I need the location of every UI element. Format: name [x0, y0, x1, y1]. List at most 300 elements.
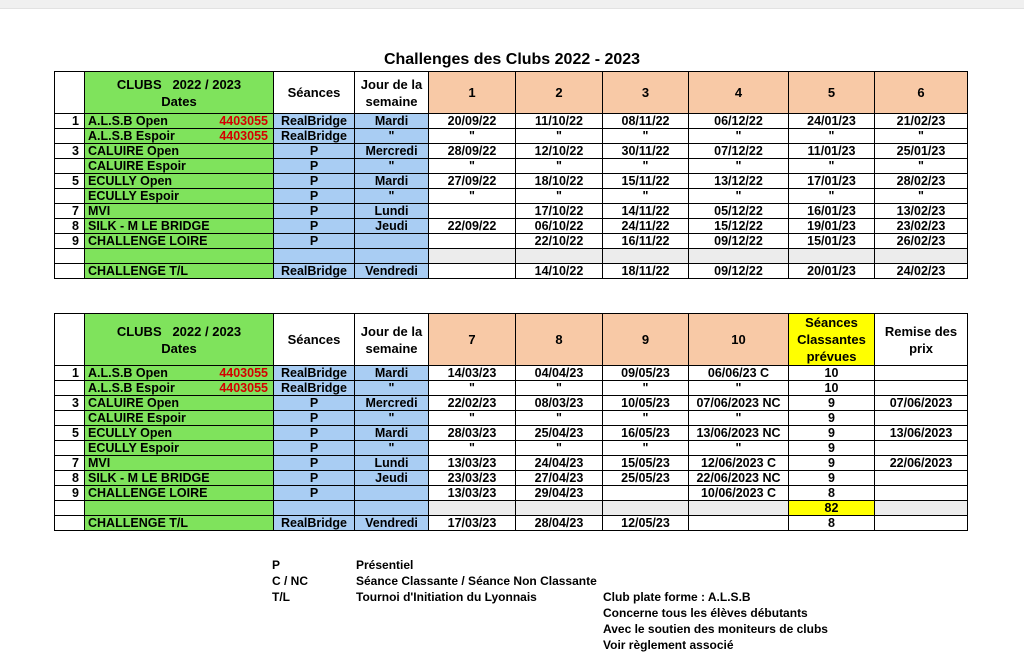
table-row	[55, 441, 968, 456]
table-row	[55, 396, 968, 411]
session-date: "	[516, 441, 603, 456]
cell	[429, 501, 516, 516]
session-date: 05/12/22	[689, 204, 789, 219]
cell	[274, 501, 355, 516]
session-date: 22/06/2023 NC	[689, 471, 789, 486]
cell	[875, 249, 968, 264]
club-name	[85, 516, 274, 531]
weekday: "	[355, 441, 429, 456]
club-name	[85, 129, 274, 144]
header-jour: Jour de la semaine	[355, 314, 429, 366]
cell	[689, 249, 789, 264]
header-clubs-label: CLUBS 2022 / 2023	[116, 323, 242, 339]
row-number: 1	[55, 114, 85, 129]
club-label: ECULLY Espoir	[88, 441, 179, 455]
cell	[85, 249, 274, 264]
club-name	[85, 219, 274, 234]
header-dates-label: Dates	[161, 340, 197, 356]
row-number: 5	[55, 174, 85, 189]
row-number: 8	[55, 471, 85, 486]
club-label: A.L.S.B Open	[88, 366, 168, 380]
classantes-count: 9	[789, 471, 875, 486]
session-date: 28/03/23	[429, 426, 516, 441]
session-date: 12/05/23	[603, 516, 689, 531]
row-number: 9	[55, 234, 85, 249]
weekday: Lundi	[355, 204, 429, 219]
table-row	[55, 486, 968, 501]
club-label: CALUIRE Espoir	[88, 411, 186, 425]
header-dates-label: Dates	[161, 93, 197, 109]
challenge-row	[55, 516, 968, 531]
session-date: 13/06/2023 NC	[689, 426, 789, 441]
session-date: "	[429, 441, 516, 456]
session-date: "	[603, 411, 689, 426]
club-name	[85, 486, 274, 501]
legend-notes	[603, 589, 828, 653]
session-date	[429, 264, 516, 279]
session-date: 12/06/2023 C	[689, 456, 789, 471]
row-number	[55, 381, 85, 396]
weekday: "	[355, 381, 429, 396]
row-number: 5	[55, 426, 85, 441]
row-number	[55, 516, 85, 531]
session-date: "	[875, 129, 968, 144]
legend-value: Présentiel	[356, 558, 414, 572]
session-date: 16/05/23	[603, 426, 689, 441]
seance-type: P	[274, 144, 355, 159]
header-clubs	[85, 72, 274, 114]
weekday: "	[355, 189, 429, 204]
row-number: 9	[55, 486, 85, 501]
remise-date	[875, 366, 968, 381]
seance-type: P	[274, 189, 355, 204]
session-date: 06/12/22	[689, 114, 789, 129]
classantes-total: 82	[789, 501, 875, 516]
seance-type: RealBridge	[274, 129, 355, 144]
club-name	[85, 204, 274, 219]
session-date: "	[603, 159, 689, 174]
session-date: 25/01/23	[875, 144, 968, 159]
cell	[875, 501, 968, 516]
session-date	[429, 234, 516, 249]
classantes-count: 9	[789, 411, 875, 426]
cell	[603, 501, 689, 516]
seance-type: RealBridge	[274, 264, 355, 279]
session-date: 27/09/22	[429, 174, 516, 189]
weekday: Mardi	[355, 366, 429, 381]
session-date: "	[429, 159, 516, 174]
session-date: 24/02/23	[875, 264, 968, 279]
session-date: "	[789, 129, 875, 144]
club-label: CALUIRE Espoir	[88, 159, 186, 173]
cell	[429, 249, 516, 264]
club-name	[85, 234, 274, 249]
header-session-7: 7	[429, 314, 516, 366]
session-date: "	[689, 129, 789, 144]
row-number	[55, 159, 85, 174]
seance-type: P	[274, 219, 355, 234]
table-row	[55, 366, 968, 381]
session-date: 10/05/23	[603, 396, 689, 411]
cell	[689, 501, 789, 516]
session-date: 27/04/23	[516, 471, 603, 486]
session-date: "	[789, 159, 875, 174]
club-label: ECULLY Open	[88, 426, 173, 440]
seance-type: P	[274, 471, 355, 486]
session-date: "	[516, 159, 603, 174]
session-date: 17/01/23	[789, 174, 875, 189]
cell	[85, 501, 274, 516]
remise-date: 13/06/2023	[875, 426, 968, 441]
header-session-6: 6	[875, 72, 968, 114]
session-date: 13/03/23	[429, 456, 516, 471]
seance-type: P	[274, 441, 355, 456]
legend-key: T/L	[272, 590, 290, 604]
club-code: 4403055	[219, 381, 268, 395]
club-name	[85, 114, 274, 129]
row-number: 7	[55, 204, 85, 219]
club-name	[85, 411, 274, 426]
schedule-table-2	[54, 313, 968, 531]
club-name	[85, 441, 274, 456]
session-date: "	[516, 411, 603, 426]
remise-date	[875, 441, 968, 456]
session-date: 24/04/23	[516, 456, 603, 471]
session-date: 17/10/22	[516, 204, 603, 219]
session-date: 20/09/22	[429, 114, 516, 129]
row-number	[55, 264, 85, 279]
header-session-2: 2	[516, 72, 603, 114]
row-number: 1	[55, 366, 85, 381]
club-name	[85, 159, 274, 174]
legend-note: Voir règlement associé	[603, 638, 734, 652]
classantes-count: 9	[789, 426, 875, 441]
weekday: Mardi	[355, 426, 429, 441]
session-date: 07/12/22	[689, 144, 789, 159]
session-date: 13/03/23	[429, 486, 516, 501]
club-name	[85, 381, 274, 396]
session-date: "	[875, 189, 968, 204]
weekday: Mercredi	[355, 144, 429, 159]
club-label: MVI	[88, 204, 111, 218]
session-date: 16/01/23	[789, 204, 875, 219]
table-row	[55, 471, 968, 486]
header-blank	[55, 72, 85, 114]
session-date: "	[789, 189, 875, 204]
session-date: 06/06/23 C	[689, 366, 789, 381]
table-row	[55, 234, 968, 249]
table-row	[55, 219, 968, 234]
weekday	[355, 234, 429, 249]
session-date: 26/02/23	[875, 234, 968, 249]
club-name	[85, 264, 274, 279]
club-label: CHALLENGE LOIRE	[88, 486, 208, 500]
session-date: 18/10/22	[516, 174, 603, 189]
session-date: 18/11/22	[603, 264, 689, 279]
legend-value: Séance Classante / Séance Non Classante	[356, 574, 597, 588]
session-date: 25/05/23	[603, 471, 689, 486]
session-date	[689, 516, 789, 531]
table-row	[55, 411, 968, 426]
weekday: Jeudi	[355, 471, 429, 486]
session-date: "	[689, 441, 789, 456]
session-date: 28/09/22	[429, 144, 516, 159]
session-date: 07/06/2023 NC	[689, 396, 789, 411]
club-code: 4403055	[219, 129, 268, 143]
header-seances: Séances	[274, 72, 355, 114]
session-date: 23/03/23	[429, 471, 516, 486]
session-date: 10/06/2023 C	[689, 486, 789, 501]
club-label: SILK - M LE BRIDGE	[88, 471, 210, 485]
legend-note: Avec le soutien des moniteurs de clubs	[603, 622, 828, 636]
table-row	[55, 159, 968, 174]
club-name	[85, 396, 274, 411]
session-date: "	[689, 411, 789, 426]
seance-type: RealBridge	[274, 366, 355, 381]
table-row	[55, 144, 968, 159]
classantes-count: 9	[789, 396, 875, 411]
session-date: 28/02/23	[875, 174, 968, 189]
classantes-count: 8	[789, 486, 875, 501]
table-row	[55, 381, 968, 396]
weekday: Mardi	[355, 174, 429, 189]
session-date: 09/05/23	[603, 366, 689, 381]
session-date: 23/02/23	[875, 219, 968, 234]
club-label: CHALLENGE T/L	[88, 264, 188, 278]
schedule-table-1	[54, 71, 968, 279]
remise-date	[875, 486, 968, 501]
session-date: 13/12/22	[689, 174, 789, 189]
seance-type: P	[274, 234, 355, 249]
session-date: "	[516, 381, 603, 396]
session-date: "	[689, 381, 789, 396]
club-name	[85, 366, 274, 381]
club-label: CALUIRE Open	[88, 396, 179, 410]
session-date: "	[603, 441, 689, 456]
club-label: A.L.S.B Open	[88, 114, 168, 128]
legend-key: C / NC	[272, 574, 308, 588]
header-row	[55, 72, 968, 114]
club-code: 4403055	[219, 366, 268, 380]
session-date: "	[603, 381, 689, 396]
club-label: A.L.S.B Espoir	[88, 129, 175, 143]
session-date: "	[429, 129, 516, 144]
table-row	[55, 129, 968, 144]
session-date: "	[429, 381, 516, 396]
seance-type: P	[274, 426, 355, 441]
club-label: A.L.S.B Espoir	[88, 381, 175, 395]
club-name	[85, 174, 274, 189]
session-date: 20/01/23	[789, 264, 875, 279]
seance-type: P	[274, 411, 355, 426]
session-date: "	[429, 189, 516, 204]
row-number: 8	[55, 219, 85, 234]
weekday: "	[355, 159, 429, 174]
session-date: 24/01/23	[789, 114, 875, 129]
session-date: 17/03/23	[429, 516, 516, 531]
table-row	[55, 456, 968, 471]
row-number	[55, 129, 85, 144]
session-date: 08/03/23	[516, 396, 603, 411]
session-date: "	[516, 129, 603, 144]
legend-keys	[272, 557, 308, 605]
session-date: 16/11/22	[603, 234, 689, 249]
header-jour: Jour de la semaine	[355, 72, 429, 114]
session-date: "	[689, 189, 789, 204]
seance-type: P	[274, 174, 355, 189]
spacer-row	[55, 501, 968, 516]
weekday: Mercredi	[355, 396, 429, 411]
session-date: 14/11/22	[603, 204, 689, 219]
session-date: 15/11/22	[603, 174, 689, 189]
session-date: 19/01/23	[789, 219, 875, 234]
legend-values	[356, 557, 597, 605]
session-date: 06/10/22	[516, 219, 603, 234]
session-date	[429, 204, 516, 219]
session-date: 25/04/23	[516, 426, 603, 441]
session-date: 12/10/22	[516, 144, 603, 159]
header-session-9: 9	[603, 314, 689, 366]
remise-date	[875, 471, 968, 486]
session-date: "	[603, 189, 689, 204]
page-title: Challenges des Clubs 2022 - 2023	[383, 51, 641, 68]
header-seances: Séances	[274, 314, 355, 366]
legend-note: Concerne tous les élèves débutants	[603, 606, 808, 620]
session-date	[603, 486, 689, 501]
header-seances-classantes: Séances Classantes prévues	[789, 314, 875, 366]
session-date: 30/11/22	[603, 144, 689, 159]
remise-date	[875, 411, 968, 426]
weekday	[355, 486, 429, 501]
session-date: 09/12/22	[689, 264, 789, 279]
session-date: 11/01/23	[789, 144, 875, 159]
legend-key: P	[272, 558, 281, 572]
row-number	[55, 411, 85, 426]
challenge-row	[55, 264, 968, 279]
remise-date	[875, 381, 968, 396]
row-number: 3	[55, 144, 85, 159]
header-clubs	[85, 314, 274, 366]
club-label: CALUIRE Open	[88, 144, 179, 158]
weekday: "	[355, 129, 429, 144]
header-blank	[55, 314, 85, 366]
session-date: "	[516, 189, 603, 204]
classantes-count: 10	[789, 366, 875, 381]
cell	[355, 249, 429, 264]
cell	[516, 249, 603, 264]
club-name	[85, 189, 274, 204]
session-date: 15/12/22	[689, 219, 789, 234]
row-number	[55, 441, 85, 456]
remise-date: 07/06/2023	[875, 396, 968, 411]
session-date: "	[689, 159, 789, 174]
session-date: 24/11/22	[603, 219, 689, 234]
seance-type: RealBridge	[274, 114, 355, 129]
club-name	[85, 456, 274, 471]
cell	[516, 501, 603, 516]
weekday: Jeudi	[355, 219, 429, 234]
seance-type: P	[274, 486, 355, 501]
session-date: 29/04/23	[516, 486, 603, 501]
cell	[274, 249, 355, 264]
classantes-count: 10	[789, 381, 875, 396]
weekday: "	[355, 411, 429, 426]
remise-date	[875, 516, 968, 531]
session-date: "	[429, 411, 516, 426]
cell	[55, 501, 85, 516]
table-row	[55, 204, 968, 219]
table-row	[55, 189, 968, 204]
session-date: 22/10/22	[516, 234, 603, 249]
session-date: "	[875, 159, 968, 174]
session-date: 09/12/22	[689, 234, 789, 249]
session-date: "	[603, 129, 689, 144]
legend-note: Club plate forme : A.L.S.B	[603, 590, 751, 604]
seance-type: P	[274, 396, 355, 411]
seance-type: P	[274, 159, 355, 174]
row-number	[55, 189, 85, 204]
cell	[55, 249, 85, 264]
weekday: Vendredi	[355, 516, 429, 531]
header-row	[55, 314, 968, 366]
cell	[355, 501, 429, 516]
header-session-1: 1	[429, 72, 516, 114]
session-date: 28/04/23	[516, 516, 603, 531]
spacer-row	[55, 249, 968, 264]
club-label: ECULLY Open	[88, 174, 173, 188]
session-date: 14/10/22	[516, 264, 603, 279]
session-date: 22/09/22	[429, 219, 516, 234]
classantes-count: 9	[789, 456, 875, 471]
header-session-5: 5	[789, 72, 875, 114]
cell	[789, 249, 875, 264]
session-date: 15/01/23	[789, 234, 875, 249]
remise-date: 22/06/2023	[875, 456, 968, 471]
classantes-count: 9	[789, 441, 875, 456]
session-date: 22/02/23	[429, 396, 516, 411]
cell	[603, 249, 689, 264]
session-date: 14/03/23	[429, 366, 516, 381]
table-row	[55, 174, 968, 189]
header-remise: Remise des prix	[875, 314, 968, 366]
seance-type: RealBridge	[274, 516, 355, 531]
weekday: Lundi	[355, 456, 429, 471]
row-number: 3	[55, 396, 85, 411]
club-label: CHALLENGE T/L	[88, 516, 188, 530]
classantes-count: 8	[789, 516, 875, 531]
top-bar	[0, 0, 1024, 9]
table-row	[55, 426, 968, 441]
club-label: SILK - M LE BRIDGE	[88, 219, 210, 233]
header-clubs-label: CLUBS 2022 / 2023	[116, 76, 242, 92]
club-name	[85, 471, 274, 486]
session-date: 13/02/23	[875, 204, 968, 219]
session-date: 21/02/23	[875, 114, 968, 129]
club-label: ECULLY Espoir	[88, 189, 179, 203]
club-name	[85, 426, 274, 441]
header-session-3: 3	[603, 72, 689, 114]
seance-type: P	[274, 456, 355, 471]
club-label: CHALLENGE LOIRE	[88, 234, 208, 248]
session-date: 08/11/22	[603, 114, 689, 129]
header-session-8: 8	[516, 314, 603, 366]
table-row	[55, 114, 968, 129]
session-date: 04/04/23	[516, 366, 603, 381]
club-code: 4403055	[219, 114, 268, 128]
club-name	[85, 144, 274, 159]
header-session-4: 4	[689, 72, 789, 114]
row-number: 7	[55, 456, 85, 471]
